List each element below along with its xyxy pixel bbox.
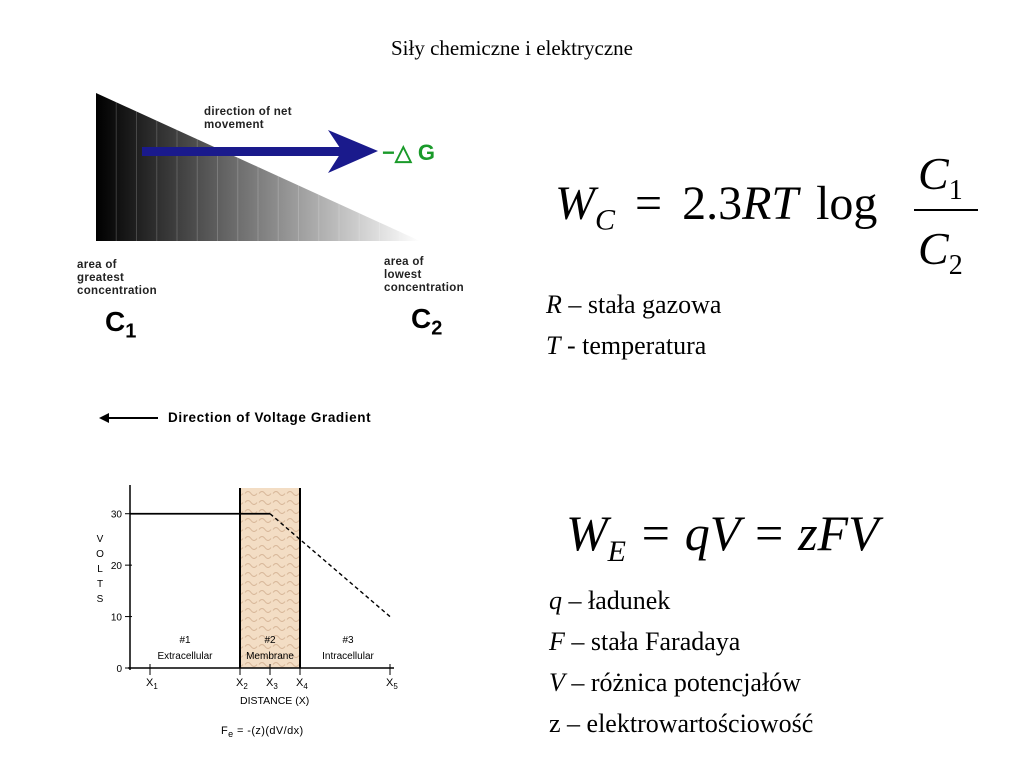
- x-axis-label: DISTANCE (X): [240, 695, 310, 707]
- chemical-work-formula: $W_C = 2.3RT$ log: [555, 177, 878, 237]
- legend-item-v: V – różnica potencjałów: [549, 668, 801, 697]
- fraction-bar: [914, 209, 978, 211]
- y-tick-label: 30: [110, 509, 122, 521]
- y-axis-label: V O L T S: [96, 534, 104, 605]
- greatest-concentration-label: area of greatest concentration: [77, 259, 157, 297]
- fraction-denominator: $C_2$: [918, 223, 963, 282]
- voltage-direction-label: Direction of Voltage Gradient: [168, 410, 372, 425]
- field-equation: $F_e = -(z)(dV/dx)$: [221, 725, 304, 740]
- chemical-legend: [546, 284, 721, 366]
- region-number: #1: [179, 635, 191, 646]
- legend-item-f: F – stała Faradaya: [549, 627, 741, 656]
- x-tick-label: $X_1$: [146, 677, 158, 691]
- arrow-label: direction of net movement: [204, 106, 292, 131]
- c1-label: $C_1$: [105, 306, 137, 343]
- electrical-work-formula: $W_E$ = qV = zFV: [566, 505, 879, 568]
- c2-label: $C_2$: [411, 303, 443, 340]
- voltage-direction-arrow-icon: [96, 408, 166, 428]
- x-tick-label: $X_5$: [386, 677, 398, 691]
- lowest-concentration-label: area of lowest concentration: [384, 256, 464, 294]
- region-name: Extracellular: [157, 651, 213, 662]
- x-tick-label: $X_2$: [236, 677, 248, 691]
- x-tick-label: $X_3$: [266, 677, 278, 691]
- electrical-legend: [549, 580, 813, 744]
- region-name: Intracellular: [322, 651, 374, 662]
- legend-item-z: z – elektrowartościowość: [549, 709, 814, 738]
- y-tick-label: 10: [110, 612, 122, 624]
- fraction-numerator: $C_1$: [918, 148, 963, 207]
- y-tick-label: 0: [116, 664, 122, 675]
- legend-item-q: q – ładunek: [549, 586, 671, 615]
- x-tick-label: $X_4$: [296, 677, 308, 691]
- legend-item-r: R – stała gazowa: [546, 290, 722, 319]
- page-title: Siły chemiczne i elektryczne: [391, 36, 633, 60]
- region-name: Membrane: [246, 651, 294, 662]
- net-movement-arrow-shaft: [142, 147, 352, 156]
- y-tick-label: 20: [110, 561, 122, 573]
- delta-g-label: −△ G: [382, 140, 435, 165]
- region-number: #2: [264, 635, 276, 646]
- region-number: #3: [342, 635, 354, 646]
- legend-item-t: T - temperatura: [546, 331, 707, 360]
